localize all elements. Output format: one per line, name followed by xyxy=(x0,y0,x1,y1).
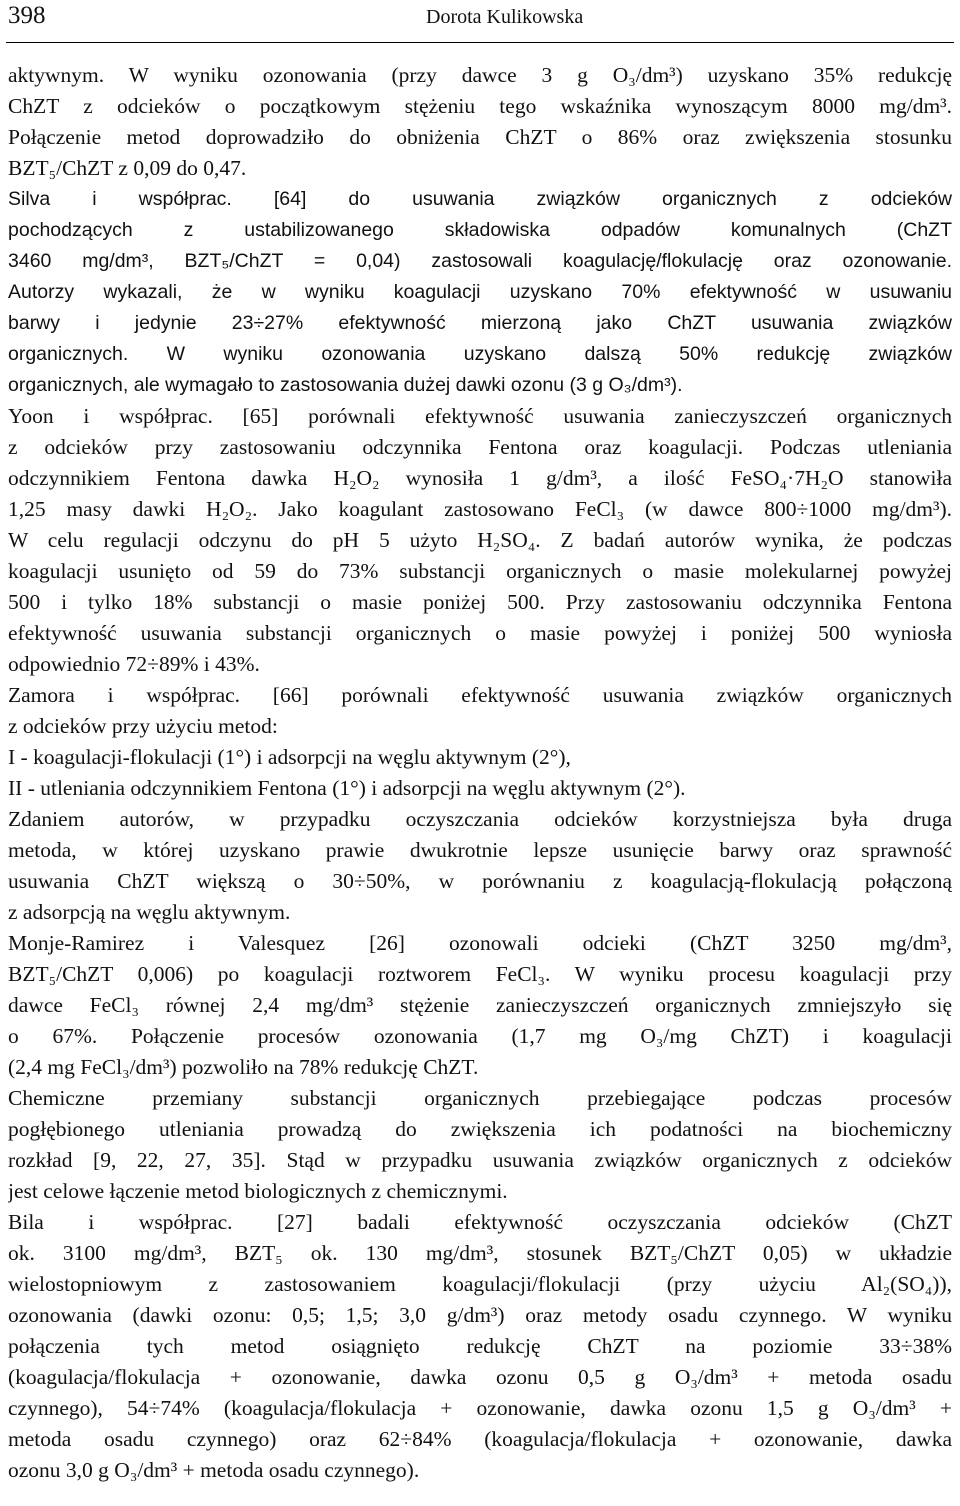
text-line: ok. 3100 mg/dm³, BZT₅ ok. 130 mg/dm³, stosunek BZT₅/ChZT 0,05) w układzie xyxy=(8,1241,952,1265)
text-line: ozonowania (dawki ozonu: 0,5; 1,5; 3,0 g/dm³) oraz metody osadu czynnego. W wyniku xyxy=(8,1303,952,1327)
text-line: II - utleniania odczynnikiem Fentona (1°) i adsorpcji na węglu aktywnym (2°). xyxy=(8,776,686,800)
text-line: ozonu 3,0 g O₃/dm³ + metoda osadu czynnego). xyxy=(8,1458,420,1482)
text-line: organicznych, ale wymagało to zastosowania dużej dawki ozonu (3 g O₃/dm³). xyxy=(8,374,683,396)
text-line: efektywność usuwania substancji organicznych o masie powyżej i poniżej 500 wyniosła xyxy=(8,621,952,645)
running-header xyxy=(6,0,954,43)
text-line: Bila i współprac. [27] badali efektywność oczyszczania odcieków (ChZT xyxy=(8,1210,952,1234)
text-line: koagulacji usunięto od 59 do 73% substancji organicznych o masie molekularnej powyżej xyxy=(8,559,952,583)
text-line: Monje-Ramirez i Valesquez [26] ozonowali odcieki (ChZT 3250 mg/dm³, xyxy=(8,931,952,955)
text-line: rozkład [9, 22, 27, 35]. Stąd w przypadku usuwania związków organicznych z odcieków xyxy=(8,1148,952,1172)
text-line: pogłębionego utleniania prowadzą do zwiększenia ich podatności na biochemiczny xyxy=(8,1117,952,1141)
text-line: wielostopniowym z zastosowaniem koagulacji/flokulacji (przy użyciu Al₂(SO₄)), xyxy=(8,1272,952,1296)
text-line: (koagulacja/flokulacja + ozonowanie, dawka ozonu 0,5 g O₃/dm³ + metoda osadu xyxy=(8,1365,952,1389)
text-line: barwy i jedynie 23÷27% efektywność mierzoną jako ChZT usuwania związków xyxy=(8,312,952,334)
text-line: o 67%. Połączenie procesów ozonowania (1,7 mg O₃/mg ChZT) i koagulacji xyxy=(8,1024,952,1048)
text-line: Yoon i współprac. [65] porównali efektywność usuwania zanieczyszczeń organicznych xyxy=(8,404,952,428)
text-line: W celu regulacji odczynu do pH 5 użyto H₂SO₄. Z badań autorów wynika, że podczas xyxy=(8,528,952,552)
text-line: metoda osadu czynnego) oraz 62÷84% (koagulacja/flokulacja + ozonowanie, dawka xyxy=(8,1427,952,1451)
text-line: z adsorpcją na węglu aktywnym. xyxy=(8,900,291,924)
text-line: organicznych. W wyniku ozonowania uzyskano dalszą 50% redukcję związków xyxy=(8,343,952,365)
text-line: odpowiednio 72÷89% i 43%. xyxy=(8,652,260,676)
text-line: Zamora i współprac. [66] porównali efektywność usuwania związków organicznych xyxy=(8,683,952,707)
text-line: z odcieków przy zastosowaniu odczynnika Fentona oraz koagulacji. Podczas utleniania xyxy=(8,435,952,459)
text-line: usuwania ChZT większą o 30÷50%, w porównaniu z koagulacją-flokulacją połączoną xyxy=(8,869,952,893)
text-line: połączenia tych metod osiągnięto redukcję ChZT na poziomie 33÷38% xyxy=(8,1334,952,1358)
text-line: czynnego), 54÷74% (koagulacja/flokulacja + ozonowanie, dawka ozonu 1,5 g O₃/dm³ + xyxy=(8,1396,952,1420)
text-line: Połączenie metod doprowadziło do obniżenia ChZT o 86% oraz zwiększenia stosunku xyxy=(8,125,952,149)
text-line: odczynnikiem Fentona dawka H₂O₂ wynosiła 1 g/dm³, a ilość FeSO₄·7H₂O stanowiła xyxy=(8,466,952,490)
text-line: I - koagulacji-flokulacji (1°) i adsorpcji na węglu aktywnym (2°), xyxy=(8,745,571,769)
text-line: dawce FeCl₃ równej 2,4 mg/dm³ stężenie zanieczyszczeń organicznych zmniejszyło się xyxy=(8,993,952,1017)
text-line: Autorzy wykazali, że w wyniku koagulacji uzyskano 70% efektywność w usuwaniu xyxy=(8,281,952,303)
article-body xyxy=(8,60,952,1486)
text-line: (2,4 mg FeCl₃/dm³) pozwoliło na 78% redukcję ChZT. xyxy=(8,1055,479,1079)
text-line: Chemiczne przemiany substancji organicznych przebiegające podczas procesów xyxy=(8,1086,952,1110)
text-line: ChZT z odcieków o początkowym stężeniu tego wskaźnika wynoszącym 8000 mg/dm³. xyxy=(8,94,952,118)
text-line: 500 i tylko 18% substancji o masie poniżej 500. Przy zastosowaniu odczynnika Fentona xyxy=(8,590,952,614)
text-line: 3460 mg/dm³, BZT₅/ChZT = 0,04) zastosowali koagulację/flokulację oraz ozonowanie. xyxy=(8,250,952,272)
page-number: 398 xyxy=(8,2,46,29)
text-line: z odcieków przy użyciu metod: xyxy=(8,714,278,738)
text-line: Silva i współprac. [64] do usuwania związków organicznych z odcieków xyxy=(8,188,952,210)
text-line: metoda, w której uzyskano prawie dwukrotnie lepsze usunięcie barwy oraz sprawność xyxy=(8,838,952,862)
text-line: 1,25 masy dawki H₂O₂. Jako koagulant zastosowano FeCl₃ (w dawce 800÷1000 mg/dm³). xyxy=(8,497,952,521)
text-line: BZT₅/ChZT z 0,09 do 0,47. xyxy=(8,156,247,180)
text-line: pochodzących z ustabilizowanego składowiska odpadów komunalnych (ChZT xyxy=(8,219,952,241)
text-line: aktywnym. W wyniku ozonowania (przy dawce 3 g O₃/dm³) uzyskano 35% redukcję xyxy=(8,63,952,87)
text-line: jest celowe łączenie metod biologicznych z chemicznymi. xyxy=(8,1179,508,1203)
text-line: BZT₅/ChZT 0,006) po koagulacji roztworem FeCl₃. W wyniku procesu koagulacji przy xyxy=(8,962,952,986)
text-line: Zdaniem autorów, w przypadku oczyszczania odcieków korzystniejsza była druga xyxy=(8,807,952,831)
running-author: Dorota Kulikowska xyxy=(426,6,584,28)
